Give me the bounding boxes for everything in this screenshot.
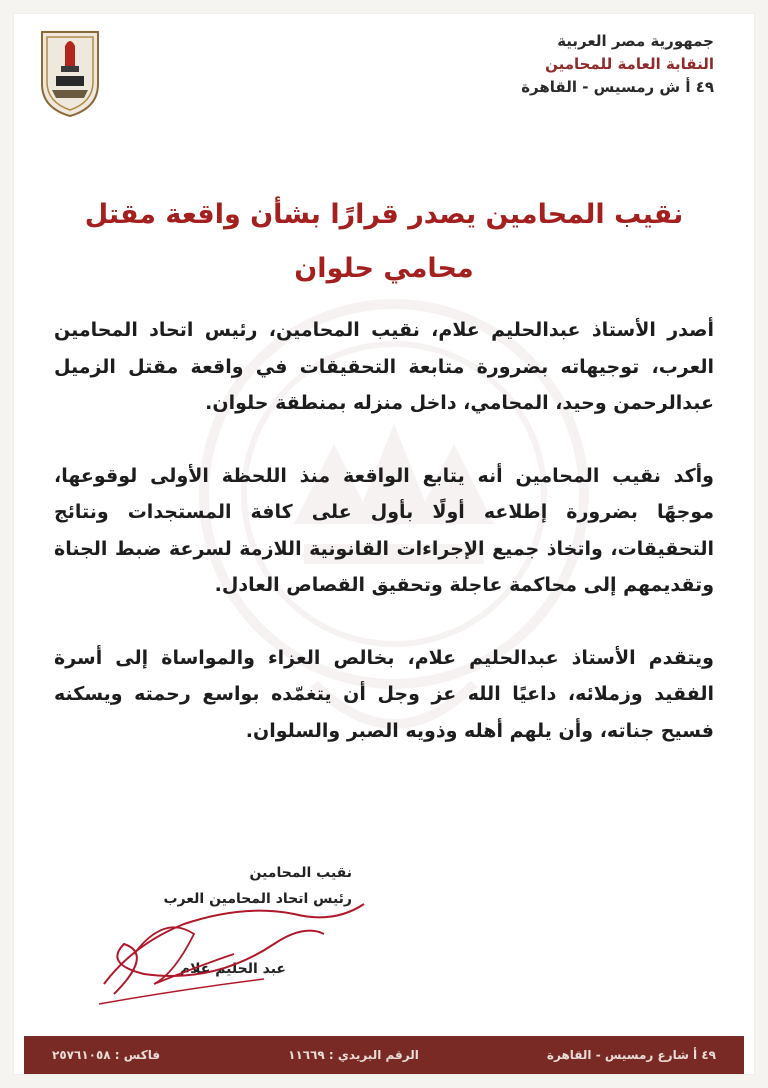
title-line-2: محامي حلوان: [294, 253, 474, 284]
paragraph-2: وأكد نقيب المحامين أنه يتابع الواقعة منذ اللحظة الأولى لوقوعها، موجهًا بضرورة إطلاعه أولًا بأول على كافة المستجدات ونتائج التحقيقات، واتخاذ جميع الإجراءات القانونية اللازمة لسرعة ضبط الجناة وتقديمهم إلى محاكمة عاجلة وتحقيق القصاص العادل.: [54, 464, 714, 596]
handwritten-signature-icon: [94, 884, 374, 1014]
letter-body: [54, 312, 714, 749]
organization-header: [521, 30, 714, 98]
country-name: جمهورية مصر العربية: [557, 32, 714, 50]
title-line-1: نقيب المحامين يصدر قرارًا بشأن واقعة مقتل: [84, 199, 684, 230]
syndicate-name: النقابة العامة للمحامين: [545, 55, 714, 73]
signer-title-1: نقيب المحامين: [249, 865, 352, 881]
page-title: [54, 188, 714, 296]
footer-fax: فاكس : ٢٥٧٦١٠٥٨: [52, 1048, 161, 1062]
signer-name: عبد الحليم علام: [179, 961, 286, 977]
paragraph-1: أصدر الأستاذ عبدالحليم علام، نقيب المحامين، رئيس اتحاد المحامين العرب، توجيهاته بضرورة متابعة التحقيقات في واقعة مقتل الزميل عبدالرحمن وحيد، المحامي، داخل منزله بمنطقة حلوان.: [54, 319, 714, 414]
paragraph-3: ويتقدم الأستاذ عبدالحليم علام، بخالص العزاء والمواساة إلى أسرة الفقيد وزملائه، داعيًا الله عز وجل أن يتغمّده بواسع رحمته ويسكنه فسيح جناته، وأن يلهم أهله وذويه الصبر والسلوان.: [54, 646, 714, 742]
letter-page: [14, 14, 754, 1074]
letter-footer: [24, 1036, 744, 1074]
syndicate-logo-icon: [38, 26, 102, 118]
footer-postal-code: الرقم البريدي : ١١٦٦٩: [288, 1048, 419, 1062]
signer-title-2: رئيس اتحاد المحامين العرب: [163, 891, 352, 907]
footer-address: ٤٩ أ شارع رمسيس - القاهرة: [546, 1048, 716, 1062]
syndicate-address: ٤٩ أ ش رمسيس - القاهرة: [521, 78, 714, 96]
